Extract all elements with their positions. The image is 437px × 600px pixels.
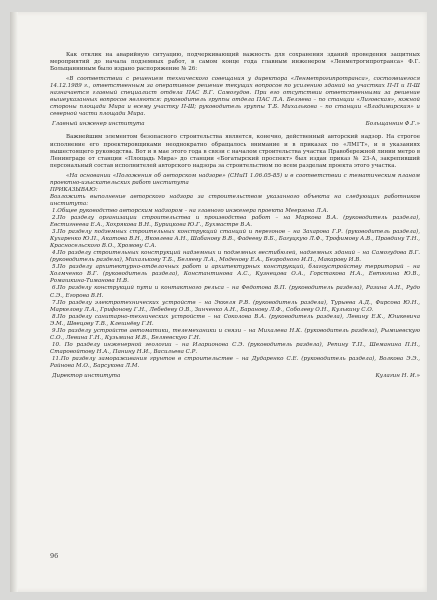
order-26-signature: [50, 121, 420, 128]
order-23a-preamble: «На основании «Положения об авторском надзоре» (СНиП 1.06.05-85) и в соответствии с тематическим планом проектно-изыскательских работ института: [50, 172, 420, 186]
order-23a-sign-title: Директор института: [52, 373, 121, 380]
order-23a-assign: Возложить выполнение авторского надзора за строительством указанного объекта на следующих работников института:: [50, 193, 420, 207]
order-26-sign-name: Больщаннин Ф.Г.»: [365, 121, 420, 128]
list-item: 6.По разделу конструкций пути и контактного рельса – на Федотова В.П. (руководитель раздела), Разина А.Н., Рудо С.Э., Егорова В.Н.: [50, 285, 420, 299]
order-26-text: «В соответствии с решением технического совещания у директора «Ленметрогипротранса», состоявшегося 14.12.1989 г., ответственным за оперативное решение текущих вопросов по усилению зданий на участках П-П и П-Ш назначается главный специалист отдела ПАС В.Г. Самогудов. При его отсутствии ответственными за решение вышеуказанных вопросов являются: руководитель группы отдела ПАС Л.А. Беляева – по станции «Лиговская», южной стороны площади Мира и всему участку П-Ш; руководитель группы Т.Б. Михалькова – по станции «Владимирская» и северной части площади Мира.: [50, 76, 420, 118]
list-item: 1.Общее руководство авторским надзором – на главного инженера проекта Меерзона Л.А.: [52, 207, 329, 214]
book-page: [10, 12, 427, 592]
page-content: [50, 52, 420, 380]
intro-paragraph: Как отклик на аварийную ситуацию, подчеркивающий важность для сохранения зданий проведения защитных мероприятий до начала подземных работ, в самом конце года главным инженером «Ленметрогипротранса» Ф.Г. Больщанниным было издано распоряжение № 26:: [50, 52, 420, 73]
order-23a-heading: ПРИКАЗЫВАЮ:: [50, 186, 98, 193]
main-paragraph: Важнейшим элементом безопасного строительства является, конечно, действенный авторский надзор. На строгое исполнение его проектировщиками неоднократно обращалось внимание и в приказах по «ЛМГТ», и в указаниях вышестоящего руководства. Вот и в мае этого года в связи с началом строительства участка Правобережной линии метро в Ленинграде от станции «Площадь Мира» до станции «Богатырский проспект» был издан приказ № 23-А, закрепивший персональный состав исполнителей авторского надзора за строительством по всем разделам проекта этого участка.: [50, 134, 420, 169]
list-item: 2.По разделу организации строительства и производства работ – на Маркова В.А. (руководитель раздела), Евстигнеева Е.А., Хохрякова В.Н., Бурицкова Ю.Г., Бухмастре В.А.: [50, 214, 420, 229]
page-spine-shadow: [10, 12, 18, 592]
list-item: 7.По разделу электротехнических устройств – на Эккеля Р.В. (руководитель раздела), Турыева А.Д., Фирсова Ю.Н., Маркелову Л.А., Грифонову Г.Н., Лебедеву О.В., Зинченко А.Н., Баранову Л.Ф., Соболеву О.Н., Кулькину С.О.: [50, 299, 420, 313]
list-item: 5.По разделу архитектурно-отделочных работ и архитектурных конструкций, благоустройству территорий – на Холмченко В.Г. (руководитель раздела), Константинова А.С., Кузнецова О.А., Горстакова Н.А., Евтюгина Ю.В., Ромашкина-Тиманова Н.В.: [50, 264, 420, 285]
order-26-sign-title: Главный инженер института: [52, 121, 145, 128]
order-23a-list: [50, 208, 420, 370]
list-item: 4.По разделу строительных конструкций надземных и подземных вестибюлей, надземных зданий – на Самогудова В.Г. (руководитель раздела), Михалькову Т.Б., Беляеву Л.А., Моденову Е.А., Безродного И.П., Макарову И.В.: [50, 250, 420, 264]
list-item: 3.По разделу подземных строительных конструкций станций и перегонов – на Захарова Г.Р. (руководитель раздела), Кухаренко Ю.П., Акатова В.Н., Яковлева А.Н., Шабанову В.В., Фадееву В.Б., Багуцкую Л.Ф., Трофимову А.В., Правдину Т.Н., Красносельского В.О., Хромову С.А.: [50, 229, 420, 250]
list-item: 8.По разделу санитарно-технических устройств – на Соколова В.А. (руководитель раздела), Левину Е.К., Юшкевича Э.М., Швецову Т.В., Клешнёву Г.Н.: [50, 313, 420, 327]
order-23a-sign-name: Кулагин Н. И.»: [375, 373, 420, 380]
list-item: 11.По разделу замораживания грунтов в строительстве – на Дударенко С.Е. (руководитель раздела), Волкова Э.Э., Райнова М.О., Барсукова Л.М.: [50, 355, 420, 369]
page-number: 96: [50, 552, 59, 560]
list-item: 9.По разделу устройств автоматики, телемеханики и связи – на Михалева Н.К. (руководитель раздела), Рымшевскую С.О., Левина Г.Н., Кузьмина И.В., Беляевскую Г.Н.: [50, 327, 420, 341]
list-item: 10. По разделу инженерной геологии – на Иларионова С.Э. (руководитель раздела), Репину Т.П., Шеманина П.Н., Старовойтову Н.А., Панину Н.И., Васильева С.Р.: [50, 341, 420, 355]
order-23a-signature: [50, 373, 420, 380]
